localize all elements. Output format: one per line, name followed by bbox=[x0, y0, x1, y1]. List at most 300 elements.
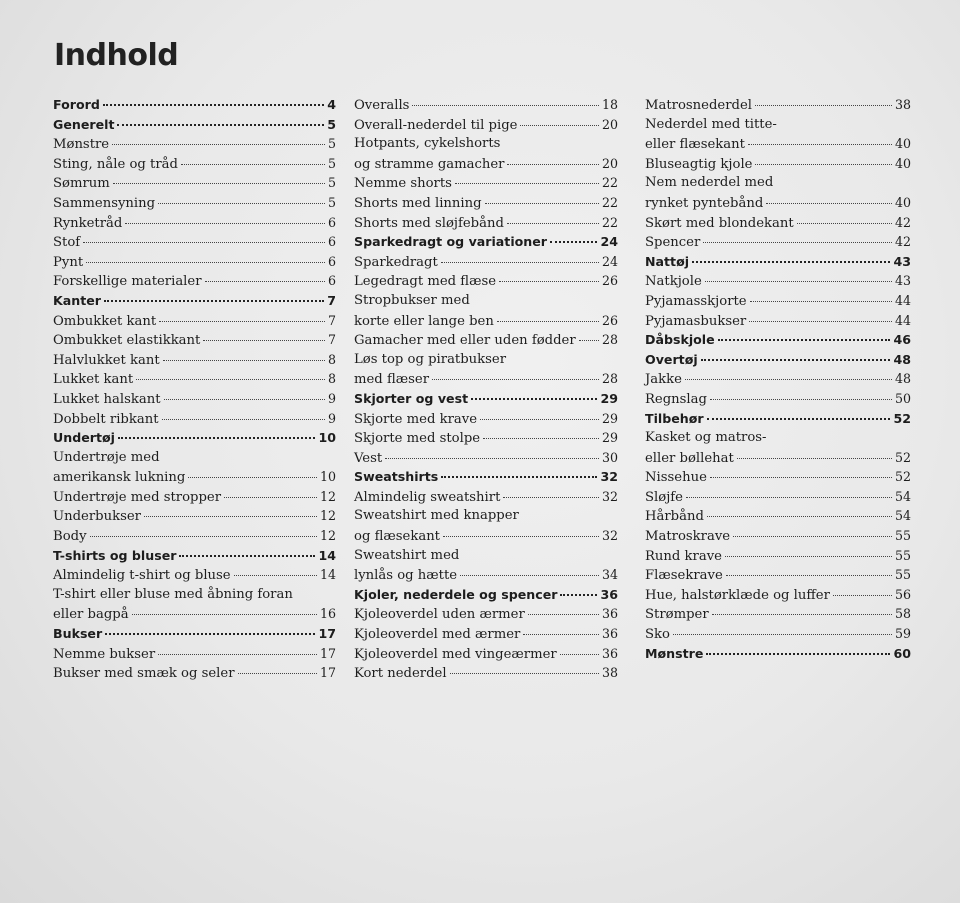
toc-section-heading bbox=[645, 644, 911, 664]
toc-page-number: 36 bbox=[601, 626, 618, 642]
toc-entry-label: Flæsekrave bbox=[645, 568, 723, 584]
toc-entry-label: Rund krave bbox=[645, 548, 722, 564]
toc-entry-label: korte eller lange ben bbox=[354, 313, 494, 329]
dot-leader bbox=[528, 614, 599, 615]
toc-entry bbox=[645, 604, 911, 624]
toc-entry bbox=[53, 213, 336, 233]
toc-page-number: 55 bbox=[894, 567, 911, 583]
toc-section-heading bbox=[354, 585, 618, 605]
toc-entry-label: Body bbox=[53, 529, 87, 545]
dot-leader bbox=[441, 476, 597, 478]
dot-leader bbox=[83, 242, 325, 243]
toc-entry-label: med flæser bbox=[354, 372, 430, 388]
toc-page-number: 59 bbox=[894, 626, 911, 642]
toc-entry-label: T-shirts og bluser bbox=[53, 547, 177, 563]
toc-entry bbox=[354, 428, 618, 448]
toc-page-number: 56 bbox=[894, 586, 911, 602]
toc-entry bbox=[53, 311, 336, 331]
toc-entry bbox=[354, 173, 618, 193]
toc-entry bbox=[354, 369, 618, 389]
toc-entry-label: og flæsekant bbox=[354, 529, 440, 545]
toc-entry bbox=[354, 311, 618, 331]
dot-leader bbox=[560, 654, 599, 655]
toc-page-number: 20 bbox=[601, 155, 618, 171]
toc-section-heading bbox=[53, 95, 336, 115]
dot-leader bbox=[710, 477, 892, 478]
toc-entry bbox=[354, 448, 618, 468]
toc-page-number: 14 bbox=[319, 567, 336, 583]
dot-leader bbox=[86, 262, 325, 263]
dot-leader bbox=[692, 261, 890, 263]
dot-leader bbox=[385, 458, 599, 459]
toc-entry-label: Pyjamasbukser bbox=[645, 313, 747, 329]
toc-entry-label: Shorts med linning bbox=[354, 195, 482, 211]
toc-entry-label: Kanter bbox=[53, 292, 101, 308]
toc-section-heading bbox=[354, 389, 618, 409]
toc-entry-label: Generelt bbox=[53, 116, 115, 132]
toc-entry bbox=[645, 369, 911, 389]
toc-page-number: 17 bbox=[319, 645, 336, 661]
dot-leader bbox=[673, 634, 892, 635]
toc-entry-continued: Kasket og matros- bbox=[645, 430, 767, 446]
toc-entry bbox=[354, 154, 618, 174]
toc-page-number: 52 bbox=[893, 410, 911, 426]
toc-page-number: 5 bbox=[327, 136, 336, 152]
toc-page-number: 48 bbox=[893, 351, 911, 367]
dot-leader bbox=[707, 516, 892, 517]
dot-leader bbox=[726, 575, 892, 576]
dot-leader bbox=[706, 653, 890, 655]
toc-entry-label: Nissehue bbox=[645, 470, 707, 486]
toc-entry bbox=[53, 526, 336, 546]
toc-page-number: 50 bbox=[894, 390, 911, 406]
toc-entry-label: Sløjfe bbox=[645, 489, 683, 505]
toc-entry-label: Sting, nåle og tråd bbox=[53, 156, 178, 172]
toc-entry-label: Halvlukket kant bbox=[53, 352, 160, 368]
toc-entry-label: Pynt bbox=[53, 254, 84, 270]
dot-leader bbox=[162, 419, 325, 420]
toc-entry-label: Jakke bbox=[645, 372, 682, 388]
dot-leader bbox=[579, 340, 599, 341]
dot-leader bbox=[181, 164, 325, 165]
toc-page-number: 10 bbox=[319, 469, 336, 485]
toc-entry-label: Sparkedragt og variationer bbox=[354, 234, 548, 250]
toc-page-number: 17 bbox=[319, 665, 336, 681]
toc-page-number: 20 bbox=[601, 116, 618, 132]
dot-leader bbox=[188, 477, 317, 478]
dot-leader bbox=[136, 379, 325, 380]
dot-leader bbox=[104, 300, 324, 302]
toc-page-number: 28 bbox=[601, 332, 618, 348]
toc-entry-label: Ombukket kant bbox=[53, 313, 157, 329]
dot-leader bbox=[441, 262, 599, 263]
toc-entry-continued: Hotpants, cykelshorts bbox=[354, 136, 501, 152]
dot-leader bbox=[179, 555, 315, 557]
toc-page-number: 29 bbox=[601, 410, 618, 426]
toc-column-1 bbox=[53, 95, 336, 683]
toc-entry bbox=[354, 115, 618, 135]
toc-entry-label: Shorts med sløjfebånd bbox=[354, 215, 504, 231]
toc-entry bbox=[53, 232, 336, 252]
toc-page-number: 5 bbox=[327, 116, 336, 132]
toc-entry bbox=[354, 487, 618, 507]
toc-entry-label: Overtøj bbox=[645, 351, 698, 367]
toc-entry bbox=[354, 663, 618, 683]
toc-entry bbox=[354, 565, 618, 585]
dot-leader bbox=[117, 124, 324, 126]
toc-page-number: 46 bbox=[893, 332, 911, 348]
toc-page-number: 32 bbox=[601, 528, 618, 544]
toc-entry-label: Hårbånd bbox=[645, 509, 704, 525]
toc-entry bbox=[645, 389, 911, 409]
toc-page-number: 17 bbox=[318, 626, 336, 642]
toc-entry-label: Matroskrave bbox=[645, 529, 731, 545]
toc-page-number: 22 bbox=[601, 175, 618, 191]
toc-entry bbox=[53, 134, 336, 154]
dot-leader bbox=[703, 242, 892, 243]
toc-entry-continued: Nem nederdel med bbox=[645, 175, 774, 191]
toc-section-heading bbox=[53, 624, 336, 644]
toc-entry-label: eller flæsekant bbox=[645, 137, 745, 153]
toc-page-number: 26 bbox=[601, 312, 618, 328]
toc-entry bbox=[645, 624, 911, 644]
toc-page-number: 29 bbox=[601, 430, 618, 446]
toc-page-number: 60 bbox=[893, 645, 911, 661]
toc-entry-label: Kjoler, nederdele og spencer bbox=[354, 586, 558, 602]
dot-leader bbox=[159, 321, 325, 322]
toc-page-number: 5 bbox=[327, 175, 336, 191]
dot-leader bbox=[750, 301, 892, 302]
toc-section-heading bbox=[645, 252, 911, 272]
toc-entry-label: Ombukket elastikkant bbox=[53, 333, 201, 349]
toc-entry bbox=[53, 173, 336, 193]
dot-leader bbox=[701, 359, 891, 361]
toc-entry-label: Hue, halstørklæde og luffer bbox=[645, 587, 830, 603]
dot-leader bbox=[103, 104, 324, 106]
toc-entry-label: Bluseagtig kjole bbox=[645, 156, 753, 172]
toc-page-number: 22 bbox=[601, 194, 618, 210]
toc-page-number: 7 bbox=[327, 332, 336, 348]
dot-leader bbox=[766, 203, 892, 204]
toc-section-heading bbox=[53, 428, 336, 448]
toc-entry bbox=[354, 644, 618, 664]
toc-section-heading bbox=[53, 546, 336, 566]
toc-entry-label: Kjoleoverdel uden ærmer bbox=[354, 607, 525, 623]
toc-entry-label: Strømper bbox=[645, 607, 709, 623]
toc-entry bbox=[645, 271, 911, 291]
toc-entry-label: Mønstre bbox=[53, 137, 110, 153]
toc-page-number: 12 bbox=[319, 508, 336, 524]
toc-page-number: 7 bbox=[327, 312, 336, 328]
toc-section-heading bbox=[53, 115, 336, 135]
toc-entry-label: Undertrøje med stropper bbox=[53, 489, 222, 505]
toc-entry-label: Almindelig t-shirt og bluse bbox=[53, 568, 231, 584]
dot-leader bbox=[480, 419, 599, 420]
toc-entry-label: Matrosnederdel bbox=[645, 98, 752, 113]
dot-leader bbox=[90, 536, 317, 537]
toc-entry-label: Lukket kant bbox=[53, 372, 134, 388]
dot-leader bbox=[733, 536, 892, 537]
toc-page-number: 32 bbox=[600, 469, 618, 485]
toc-page-number: 7 bbox=[327, 292, 336, 308]
dot-leader bbox=[105, 633, 315, 635]
toc-entry-continued: Undertrøje med bbox=[53, 449, 160, 465]
toc-entry-label: Natkjole bbox=[645, 274, 702, 290]
dot-leader bbox=[497, 321, 599, 322]
toc-entry-continued: Løs top og piratbukser bbox=[354, 351, 507, 367]
dot-leader bbox=[686, 497, 892, 498]
toc-entry bbox=[53, 506, 336, 526]
toc-page-number: 43 bbox=[893, 253, 911, 269]
toc-entry-label: Skørt med blondekant bbox=[645, 215, 794, 231]
toc-entry-label: rynket pyntebånd bbox=[645, 195, 764, 211]
toc-page-number: 36 bbox=[600, 586, 618, 602]
toc-page-number: 54 bbox=[894, 508, 911, 524]
toc-page-number: 22 bbox=[601, 214, 618, 230]
toc-page-number: 12 bbox=[319, 488, 336, 504]
dot-leader bbox=[737, 458, 892, 459]
toc-page-number: 29 bbox=[600, 390, 618, 406]
toc-entry bbox=[645, 291, 911, 311]
dot-leader bbox=[520, 125, 599, 126]
toc-entry bbox=[354, 604, 618, 624]
toc-page-number: 52 bbox=[894, 449, 911, 465]
toc-page-number: 44 bbox=[894, 292, 911, 308]
toc-page-number: 8 bbox=[327, 351, 336, 367]
toc-page-number: 40 bbox=[894, 136, 911, 152]
toc-page-number: 48 bbox=[894, 371, 911, 387]
dot-leader bbox=[158, 203, 325, 204]
toc-entry bbox=[354, 330, 618, 350]
toc-page-number: 54 bbox=[894, 488, 911, 504]
toc-entry bbox=[354, 193, 618, 213]
toc-entry bbox=[53, 350, 336, 370]
toc-entry-label: Spencer bbox=[645, 235, 701, 251]
toc-section-heading bbox=[645, 330, 911, 350]
toc-entry bbox=[645, 565, 911, 585]
dot-leader bbox=[560, 594, 597, 596]
dot-leader bbox=[432, 379, 599, 380]
dot-leader bbox=[471, 398, 597, 400]
dot-leader bbox=[158, 654, 317, 655]
toc-section-heading bbox=[645, 350, 911, 370]
toc-page-number: 42 bbox=[894, 214, 911, 230]
toc-section-heading bbox=[354, 467, 618, 487]
toc-entry bbox=[354, 409, 618, 429]
toc-entry-label: Pyjamasskjorte bbox=[645, 293, 747, 309]
dot-leader bbox=[234, 575, 317, 576]
toc-column-2 bbox=[354, 95, 618, 683]
toc-page-number: 6 bbox=[327, 214, 336, 230]
toc-entry-label: Nemme shorts bbox=[354, 176, 452, 192]
toc-section-heading bbox=[53, 291, 336, 311]
toc-page-number: 6 bbox=[327, 234, 336, 250]
dot-leader bbox=[705, 281, 892, 282]
toc-entry-label: Forord bbox=[53, 97, 100, 112]
dot-leader bbox=[113, 183, 325, 184]
toc-page-number: 16 bbox=[319, 606, 336, 622]
toc-entry-label: Gamacher med eller uden fødder bbox=[354, 333, 576, 349]
dot-leader bbox=[507, 164, 598, 165]
dot-leader bbox=[523, 634, 599, 635]
dot-leader bbox=[443, 536, 599, 537]
toc-column-3 bbox=[645, 95, 911, 663]
toc-entry-label: Underbukser bbox=[53, 509, 141, 525]
toc-entry-label: Regnslag bbox=[645, 391, 707, 407]
toc-entry-label: Sammensyning bbox=[53, 195, 156, 211]
toc-entry bbox=[53, 644, 336, 664]
page-title: Indhold bbox=[54, 38, 179, 73]
toc-entry bbox=[645, 213, 911, 233]
toc-page-number: 5 bbox=[327, 155, 336, 171]
dot-leader bbox=[450, 673, 599, 674]
toc-entry-label: Dåbskjole bbox=[645, 332, 715, 348]
toc-page-number: 36 bbox=[601, 606, 618, 622]
dot-leader bbox=[455, 183, 599, 184]
toc-entry-label: Kjoleoverdel med ærmer bbox=[354, 627, 521, 643]
dot-leader bbox=[707, 418, 891, 420]
toc-entry bbox=[354, 624, 618, 644]
toc-page-number: 38 bbox=[894, 97, 911, 112]
toc-entry-label: eller bagpå bbox=[53, 607, 129, 623]
dot-leader bbox=[797, 223, 892, 224]
toc-page-number: 6 bbox=[327, 253, 336, 269]
toc-entry-label: Sparkedragt bbox=[354, 254, 438, 270]
toc-page-number: 40 bbox=[894, 155, 911, 171]
toc-entry-label: Bukser med smæk og seler bbox=[53, 666, 235, 682]
toc-page-number: 9 bbox=[327, 410, 336, 426]
toc-entry-label: Skjorte med stolpe bbox=[354, 431, 481, 447]
toc-entry bbox=[645, 585, 911, 605]
toc-entry bbox=[645, 95, 911, 115]
toc-entry-label: Lukket halskant bbox=[53, 391, 161, 407]
toc-entry bbox=[53, 252, 336, 272]
dot-leader bbox=[507, 223, 599, 224]
toc-entry-label: Skjorte med krave bbox=[354, 411, 478, 427]
dot-leader bbox=[144, 516, 317, 517]
dot-leader bbox=[748, 144, 892, 145]
toc-entry bbox=[645, 193, 911, 213]
dot-leader bbox=[503, 497, 599, 498]
toc-page-number: 40 bbox=[894, 194, 911, 210]
toc-entry-label: Overalls bbox=[354, 98, 410, 113]
toc-entry bbox=[645, 232, 911, 252]
toc-entry-label: Nemme bukser bbox=[53, 646, 156, 662]
toc-entry bbox=[53, 663, 336, 683]
toc-entry bbox=[354, 252, 618, 272]
toc-section-heading bbox=[645, 409, 911, 429]
toc-entry bbox=[354, 95, 618, 115]
toc-page-number: 36 bbox=[601, 645, 618, 661]
toc-entry-label: Stof bbox=[53, 235, 81, 251]
toc-entry-label: Almindelig sweatshirt bbox=[354, 489, 501, 505]
toc-entry-label: Rynketråd bbox=[53, 215, 123, 231]
toc-entry-label: Sko bbox=[645, 627, 670, 643]
toc-entry bbox=[645, 467, 911, 487]
toc-page-number: 24 bbox=[601, 253, 618, 269]
toc-entry bbox=[645, 487, 911, 507]
toc-entry-label: Forskellige materialer bbox=[53, 274, 202, 290]
dot-leader bbox=[485, 203, 599, 204]
toc-page-number: 42 bbox=[894, 234, 911, 250]
dot-leader bbox=[132, 614, 317, 615]
toc-page-number: 44 bbox=[894, 312, 911, 328]
toc-entry-label: Undertøj bbox=[53, 430, 115, 446]
dot-leader bbox=[712, 614, 892, 615]
toc-entry-label: Nattøj bbox=[645, 253, 690, 269]
toc-entry bbox=[53, 409, 336, 429]
toc-entry bbox=[645, 506, 911, 526]
toc-page-number: 4 bbox=[327, 97, 336, 112]
toc-page-number: 52 bbox=[894, 469, 911, 485]
toc-entry bbox=[53, 154, 336, 174]
toc-entry bbox=[645, 311, 911, 331]
toc-entry bbox=[645, 154, 911, 174]
dot-leader bbox=[833, 595, 892, 596]
dot-leader bbox=[460, 575, 599, 576]
toc-entry-continued: Stropbukser med bbox=[354, 292, 470, 308]
toc-entry bbox=[53, 487, 336, 507]
toc-page-number: 55 bbox=[894, 547, 911, 563]
toc-entry bbox=[53, 271, 336, 291]
toc-entry-label: lynlås og hætte bbox=[354, 568, 458, 584]
toc-entry-label: Bukser bbox=[53, 626, 103, 642]
dot-leader bbox=[755, 164, 891, 165]
toc-entry bbox=[53, 369, 336, 389]
toc-entry-label: Vest bbox=[354, 450, 383, 466]
toc-page-number: 5 bbox=[327, 194, 336, 210]
toc-page-number: 28 bbox=[601, 371, 618, 387]
toc-entry-label: Overall-nederdel til pige bbox=[354, 117, 518, 133]
dot-leader bbox=[125, 223, 325, 224]
toc-page-number: 32 bbox=[601, 488, 618, 504]
dot-leader bbox=[718, 339, 891, 341]
toc-entry-label: og stramme gamacher bbox=[354, 156, 505, 172]
dot-leader bbox=[685, 379, 892, 380]
toc-entry bbox=[645, 546, 911, 566]
toc-entry bbox=[354, 526, 618, 546]
toc-entry-label: Kort nederdel bbox=[354, 666, 447, 682]
dot-leader bbox=[499, 281, 599, 282]
toc-page-number: 6 bbox=[327, 273, 336, 289]
toc-entry bbox=[645, 448, 911, 468]
toc-page-number: 18 bbox=[601, 97, 618, 112]
toc-page-number: 43 bbox=[894, 273, 911, 289]
dot-leader bbox=[163, 360, 325, 361]
toc-entry bbox=[645, 526, 911, 546]
toc-entry bbox=[53, 389, 336, 409]
toc-page-number: 55 bbox=[894, 528, 911, 544]
toc-page-number: 14 bbox=[318, 547, 336, 563]
toc-entry-label: Sømrum bbox=[53, 176, 110, 192]
toc-entry-label: Skjorter og vest bbox=[354, 390, 469, 406]
toc-section-heading bbox=[354, 232, 618, 252]
toc-entry bbox=[53, 467, 336, 487]
toc-page-number: 9 bbox=[327, 390, 336, 406]
dot-leader bbox=[203, 340, 325, 341]
dot-leader bbox=[483, 438, 599, 439]
toc-entry-label: Dobbelt ribkant bbox=[53, 411, 159, 427]
dot-leader bbox=[118, 437, 316, 439]
toc-entry bbox=[53, 193, 336, 213]
toc-page-number: 34 bbox=[601, 567, 618, 583]
toc-entry-label: eller bøllehat bbox=[645, 450, 734, 466]
dot-leader bbox=[749, 321, 892, 322]
toc-page-number: 26 bbox=[601, 273, 618, 289]
toc-entry-label: Kjoleoverdel med vingeærmer bbox=[354, 646, 557, 662]
toc-page-number: 24 bbox=[600, 234, 618, 250]
toc-entry-continued: Nederdel med titte- bbox=[645, 116, 777, 132]
